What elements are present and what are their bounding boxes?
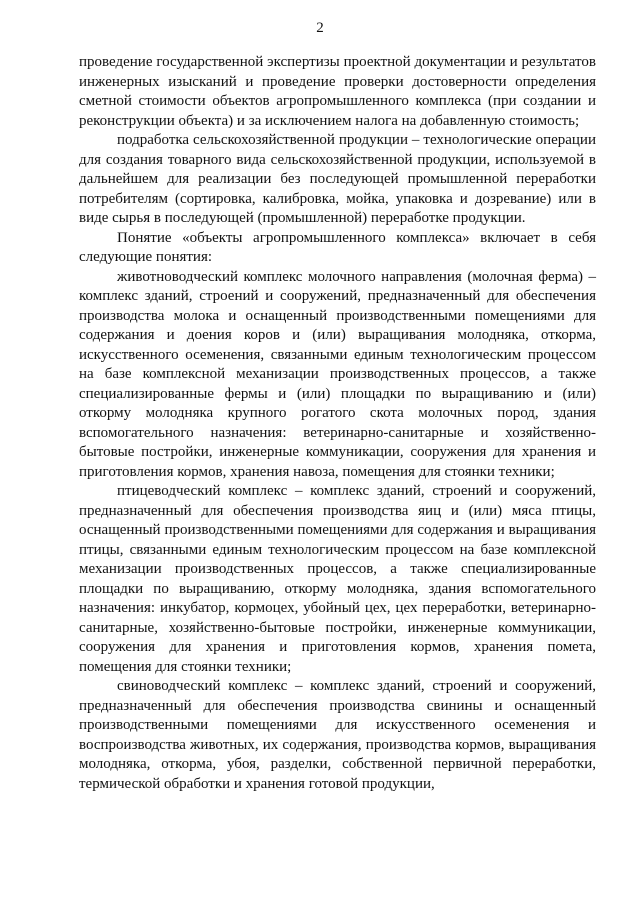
paragraph-expertise-continuation: проведение государственной экспертизы проектной документации и результатов инженерных изысканий и проведение проверки достоверности определения сметной стоимости объектов агропромышленного комплекса (при создании и реконструкции объекта) и за исключением налога на добавленную стоимость; (79, 54, 596, 129)
paragraph-dairy-complex: животноводческий комплекс молочного направления (молочная ферма) – комплекс зданий, строений и сооружений, предназначенный для обеспечения производства молока и оснащенный производственными помещениями для содержания и доения коров и (или) выращивания молодняка, откорма, искусственного осеменения, связанными единым технологическим процессом на базе комплексной механизации производственных процессов, а также специализированные фермы и (или) площадки по выращиванию и (или) откорму молодняка крупного рогатого скота молочных пород, здания вспомогательного назначения: ветеринарно-санитарные и хозяйственно-бытовые постройки, инженерные коммуникации, сооружения для хранения и приготовления кормов, хранения навоза, помещения для стоянки техники; (79, 268, 596, 480)
paragraph-pig-complex: свиноводческий комплекс – комплекс зданий, строений и сооружений, предназначенный для обеспечения производства свинины и оснащенный производственными помещениями для искусственного осеменения и воспроизводства животных, их содержания, производства кормов, выращивания молодняка, откорма, убоя, разделки, собственной первичной переработки, термической обработки и хранения готовой продукции, (79, 678, 596, 792)
document-body (79, 53, 596, 794)
paragraph-concept-intro: Понятие «объекты агропромышленного комплекса» включает в себя следующие понятия: (79, 229, 596, 265)
paragraph-poultry-complex: птицеводческий комплекс – комплекс зданий, строений и сооружений, предназначенный для обеспечения производства яиц и (или) мяса птицы, оснащенный производственными помещениями для содержания и выращивания птицы, связанными единым технологическим процессом на базе комплексной механизации производственных процессов, а также специализированные площадки по выращиванию, откорму молодняка, здания вспомогательного назначения: инкубатор, кормоцех, убойный цех, цех переработки, ветеринарно-санитарные, хозяйственно-бытовые постройки, инженерные коммуникации, сооружения для хранения и приготовления кормов, хранения помета, помещения для стоянки техники; (79, 483, 596, 675)
paragraph-podrabotka: подработка сельскохозяйственной продукции – технологические операции для создания товарного вида сельскохозяйственной продукции, используемой в дальнейшем для реализации без последующей промышленной переработки потребителям (сортировка, калибровка, мойка, упаковка и дозревание) или в виде сырья в последующей (промышленной) переработке продукции. (79, 132, 596, 226)
page-number: 2 (316, 20, 324, 36)
